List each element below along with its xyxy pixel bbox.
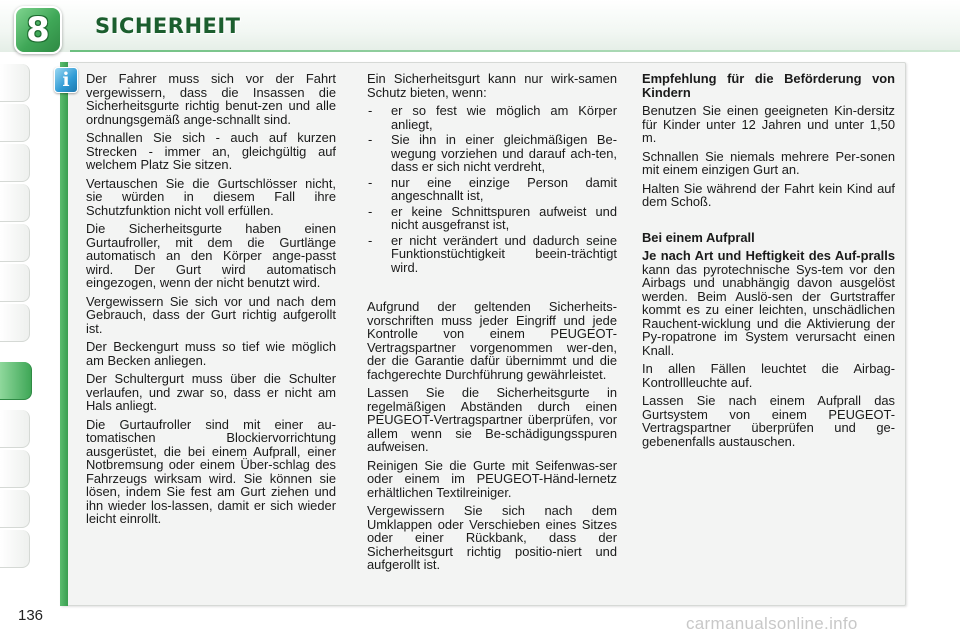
paragraph: Vertauschen Sie die Gurtschlösser nicht, sie würden in diesem Fall ihre Schutzfunktion nicht voll erfüllen. [86, 175, 336, 218]
impact-lead-paragraph [642, 249, 895, 357]
paragraph: Lassen Sie die Sicherheitsgurte in regelmäßigen Abständen durch einen PEUGEOT-Vertragspartner überprüfen, vor allem wenn sie Be-schädigungsspuren aufweisen. [367, 385, 617, 454]
column-1 [86, 72, 336, 531]
impact-heading: Bei einem Aufprall [642, 229, 755, 245]
paragraph: Der Beckengurt muss so tief wie möglich am Becken anliegen. [86, 339, 336, 368]
paragraph: Der Fahrer muss sich vor der Fahrt vergewissern, dass die Insassen die Sicherheitsgurte richtig benut-zen und alle ordnungsgemäß ange-schnallt sind. [86, 71, 336, 127]
chapter-number: 8 [26, 10, 50, 50]
children-heading: Empfehlung für die Beförderung von Kindern [642, 71, 895, 100]
list-item: - Sie ihn in einer gleichmäßigen Be-wegung vorziehen und darauf ach-ten, dass er sich nicht verdreht, [367, 133, 617, 174]
chapter-tab-6[interactable] [0, 264, 30, 302]
info-icon [54, 67, 78, 93]
impact-lead-text: kann das pyrotechnische Sys-tem vor den Airbags und unabhängig davon ausgelöst werden. Beim Auslö-sen der Gurtstraffer kommt es zu einer leichten, unschädlichen Rauchent-wicklung und die Aktivierung der Py-ropatrone im System verursacht einen Knall. [642, 261, 895, 358]
paragraph: Vergewissern Sie sich nach dem Umklappen oder Verschieben eines Sitzes oder einer Rückbank, dass der Sicherheitsgurt richtig positio-niert und aufgerollt ist. [367, 503, 617, 572]
paragraph: Die Sicherheitsgurte haben einen Gurtaufroller, mit dem die Gurtlänge automatisch an den Körper ange-passt wird. Der Gurt wird automatisch eingezogen, wenn der nicht benutzt wird. [86, 221, 336, 290]
paragraph: Schnallen Sie niemals mehrere Per-sonen mit einem einzigen Gurt an. [642, 148, 895, 177]
paragraph: Benutzen Sie einen geeigneten Kin-dersitz für Kinder unter 12 Jahren und unter 1,50 m. [642, 103, 895, 145]
chapter-tab-5[interactable] [0, 224, 30, 262]
paragraph: Die Gurtaufroller sind mit einer au-tomatischen Blockiervorrichtung ausgerüstet, die bei einem Aufprall, einer Notbremsung oder einem Über-schlag des Fahrzeugs wirksam wird. Sie können sie lösen, indem Sie fest am Gurt ziehen und ihn wieder los-lassen, damit er sich wieder leicht einrollt. [86, 416, 336, 526]
chapter-tab-4[interactable] [0, 184, 30, 222]
header-divider [70, 50, 960, 52]
chapter-tab-10[interactable] [0, 450, 30, 488]
chapter-tab-1[interactable] [0, 64, 30, 102]
paragraph: Reinigen Sie die Gurte mit Seifenwas-ser oder einem im PEUGEOT-Händ-lernetz erhältlichen Textilreiniger. [367, 457, 617, 500]
watermark: carmanualsonline.info [686, 614, 858, 633]
section-title: SICHERHEIT [95, 14, 241, 38]
conditions-intro: Ein Sicherheitsgurt kann nur wirk-samen Schutz bieten, wenn: [367, 71, 617, 100]
conditions-list [367, 104, 617, 274]
chapter-tab-3[interactable] [0, 144, 30, 182]
paragraph: Vergewissern Sie sich vor und nach dem Gebrauch, dass der Gurt richtig aufgerollt ist. [86, 293, 336, 336]
page-number: 136 [18, 607, 44, 624]
chapter-tab-12[interactable] [0, 530, 30, 568]
paragraph: In allen Fällen leuchtet die Airbag-Kontrollleuchte auf. [642, 361, 895, 390]
paragraph: Der Schultergurt muss über die Schulter verlaufen, und zwar so, dass er nicht am Hals anliegt. [86, 371, 336, 413]
chapter-tab-9[interactable] [0, 410, 30, 448]
list-item: - er nicht verändert und dadurch seine Funktionstüchtigkeit beein-trächtigt wird. [367, 234, 617, 275]
paragraph: Lassen Sie nach einem Aufprall das Gurtsystem von einem PEUGEOT-Vertragspartner überprüfen und ge-gebenenfalls austauschen. [642, 393, 895, 449]
paragraph: Schnallen Sie sich - auch auf kurzen Strecken - immer an, gleichgültig auf welchem Platz Sie sitzen. [86, 130, 336, 172]
list-item: - er so fest wie möglich am Körper anliegt, [367, 104, 617, 131]
chapter-tab-2[interactable] [0, 104, 30, 142]
column-2 [367, 72, 617, 577]
column-3 [642, 72, 895, 453]
paragraph: Halten Sie während der Fahrt kein Kind auf dem Schoß. [642, 180, 895, 209]
paragraph: Aufgrund der geltenden Sicherheits-vorschriften muss jeder Eingriff und jede Kontrolle von einem PEUGEOT-Vertragspartner vorgenommen wer-den, der die Garantie dafür übernimmt und die fachgerechte Durchführung gewährleistet. [367, 299, 617, 382]
info-icon-glyph: i [62, 68, 70, 91]
panel-accent-bar [60, 62, 68, 606]
impact-lead-bold: Je nach Art und Heftigkeit des Auf-pralls [642, 248, 895, 263]
list-item: - nur eine einzige Person damit angeschnallt ist, [367, 176, 617, 203]
chapter-badge [14, 6, 62, 54]
list-item: - er keine Schnittspuren aufweist und nicht ausgefranst ist, [367, 205, 617, 232]
chapter-tab-11[interactable] [0, 490, 30, 528]
chapter-tab-7[interactable] [0, 304, 30, 342]
chapter-tab-8-active[interactable] [0, 362, 32, 400]
